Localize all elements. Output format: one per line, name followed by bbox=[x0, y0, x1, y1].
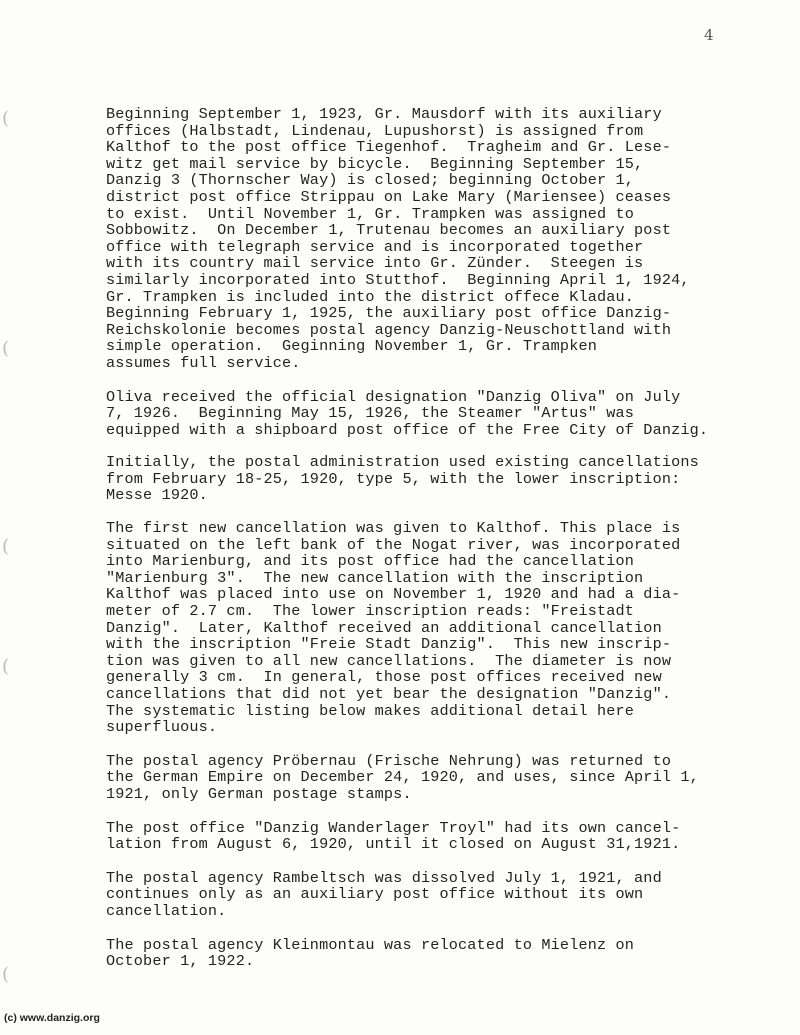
paragraph-kalthof: The first new cancellation was given to Kalthof. This place is situated on the left bank of the Nogat river, was incorporated into Marienburg, and its post office had the cancellation "Marienburg 3". The new cancellation with the inscription Kalthof was placed into use on November 1, 1920 and had a dia- meter of 2.7 cm. The lower inscription reads: "Freistadt Danzig". Later, Kalthof received an additional cancellation with the inscription "Freie Stadt Danzig". This new inscrip- tion was given to all new cancellations. The diameter is now generally 3 cm. In general, those post offices received new cancellations that did not yet bear the designation "Danzig". The systematic listing below makes additional detail here superfluous. bbox=[106, 519, 681, 737]
binder-hole-mark: ( bbox=[2, 656, 10, 677]
paragraph-kleinmontau: The postal agency Kleinmontau was relocated to Mielenz on October 1, 1922. bbox=[106, 935, 635, 971]
copyright-watermark: (c) www.danzig.org bbox=[4, 1012, 100, 1024]
binder-hole-mark: ( bbox=[2, 964, 10, 985]
paragraph-probernau: The postal agency Pröbernau (Frische Nehrung) was returned to the German Empire on December 24, 1920, and uses, since April 1, 1921, only German postage stamps. bbox=[106, 751, 699, 803]
paragraph-rambeltsch: The postal agency Rambeltsch was dissolved July 1, 1921, and continues only as an auxiliary post office without its own cancellation. bbox=[106, 868, 662, 920]
binder-hole-mark: ( bbox=[2, 536, 10, 557]
paragraph-initial-cancellations: Initially, the postal administration used existing cancellations from February 18-25, 1920, type 5, with the lower inscription: Messe 1920. bbox=[106, 453, 699, 505]
paragraph-troyl: The post office "Danzig Wanderlager Troyl" had its own cancel- lation from August 6, 1920, until it closed on August 31,1921. bbox=[106, 818, 681, 854]
binder-hole-mark: ( bbox=[2, 108, 10, 129]
document-body bbox=[106, 106, 756, 970]
paragraph-oliva: Oliva received the official designation "Danzig Oliva" on July 7, 1926. Beginning May 15, 1926, the Steamer "Artus" was equipped with a shipboard post office of the Free City of Danzig. bbox=[106, 387, 709, 439]
binder-hole-mark: ( bbox=[2, 338, 10, 359]
paragraph-mausdorf: Beginning September 1, 1923, Gr. Mausdorf with its auxiliary offices (Halbstadt, Lindenau, Lupushorst) is assigned from Kalthof to the post office Tiegenhof. Tragheim and Gr. Lese- witz get mail service by bicycle. Beginning September 15, Danzig 3 (Thornscher Way) is closed; beginning October 1, district post office Strippau on Lake Mary (Mariensee) ceases to exist. Until November 1, Gr. Trampken was assigned to Sobbowitz. On December 1, Trutenau becomes an auxiliary post office with telegraph service and is incorporated together with its country mail service into Gr. Zünder. Steegen is similarly incorporated into Stutthof. Beginning April 1, 1924, Gr. Trampken is included into the district offece Kladau. Beginning February 1, 1925, the auxiliary post office Danzig- Reichskolonie becomes postal agency Danzig-Neuschottland with simple operation. Geginning November 1, Gr. Trampken assumes full service. bbox=[106, 105, 690, 372]
page-number: 4 bbox=[704, 26, 714, 44]
